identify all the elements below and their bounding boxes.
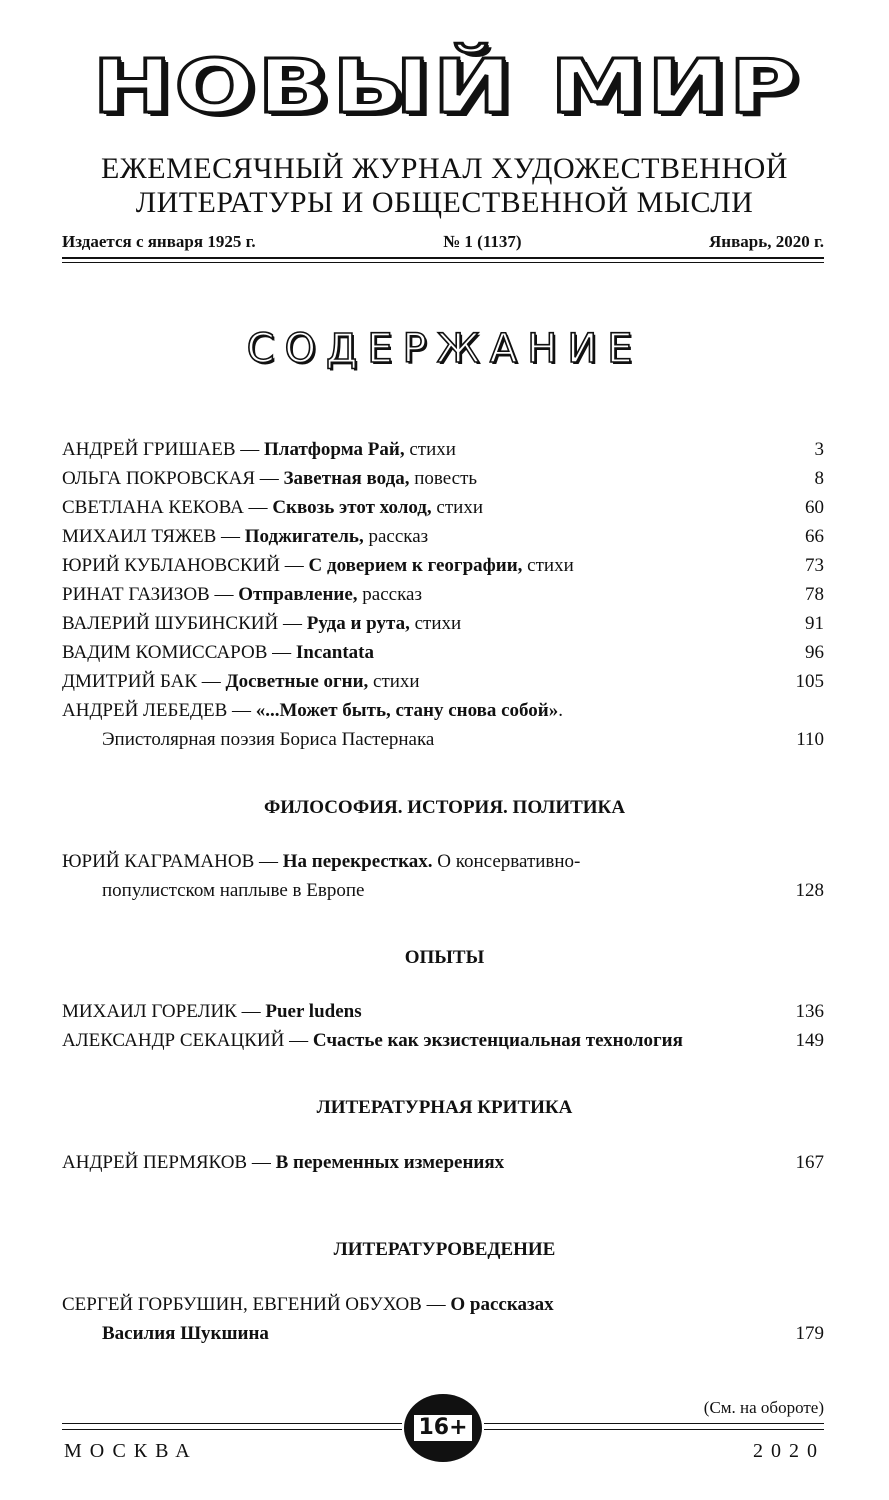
entry-genre: рассказ <box>363 526 429 547</box>
subtitle-line-1: ЕЖЕМЕСЯЧНЫЙ ЖУРНАЛ ХУДОЖЕСТВЕННОЙ <box>101 152 788 185</box>
toc-entry <box>62 582 824 608</box>
entry-author: СЕРГЕЙ ГОРБУШИН, ЕВГЕНИЙ ОБУХОВ — <box>62 1294 451 1315</box>
contents-heading: СОДЕРЖАНИЕ <box>246 326 643 372</box>
entry-title: «...Может быть, стану снова собой» <box>255 700 559 721</box>
entry-author: АЛЕКСАНДР СЕКАЦКИЙ — <box>62 1030 313 1051</box>
entry-title: В переменных измерениях <box>275 1152 505 1173</box>
page-number: 128 <box>795 880 824 901</box>
entry-author: ВАДИМ КОМИССАРОВ — <box>62 642 296 663</box>
subtitle-line-2: ЛИТЕРАТУРЫ И ОБЩЕСТВЕННОЙ МЫСЛИ <box>135 186 754 219</box>
entry-genre: стихи <box>409 613 462 634</box>
footer-rule-right-1 <box>484 1423 824 1424</box>
double-rule-top <box>62 257 824 259</box>
toc-entry-continuation <box>102 1321 824 1347</box>
page-number: 110 <box>796 729 824 750</box>
double-rule-bottom <box>62 262 824 263</box>
entry-author: РИНАТ ГАЗИЗОВ — <box>62 584 239 605</box>
entry-author: АНДРЕЙ ПЕРМЯКОВ — <box>62 1152 276 1173</box>
toc-entry <box>62 999 824 1025</box>
magazine-logo: НОВЫЙ МИР <box>92 44 802 130</box>
issue-info-row <box>62 232 824 252</box>
entry-continuation: Василия Шукшина <box>102 1323 269 1344</box>
age-rating-text: 16+ <box>414 1415 471 1441</box>
entry-author: ВАЛЕРИЙ ШУБИНСКИЙ — <box>62 613 307 634</box>
entry-title: Сквозь этот холод, <box>272 497 432 518</box>
page-number: 60 <box>805 497 824 518</box>
issue-date: Январь, 2020 г. <box>709 232 824 251</box>
entry-title: Incantata <box>295 642 374 663</box>
toc-entry <box>62 669 824 695</box>
entry-author: СВЕТЛАНА КЕКОВА — <box>62 497 273 518</box>
section-heading: ЛИТЕРАТУРОВЕДЕНИЕ <box>333 1239 556 1260</box>
toc-entry <box>62 524 824 550</box>
toc-entry-continuation <box>102 878 824 904</box>
footer-rule-right-2 <box>484 1429 824 1430</box>
toc-entry <box>62 640 824 666</box>
masthead <box>62 44 832 130</box>
page-number: 91 <box>805 613 824 634</box>
entry-title: Счастье как экзистенциальная технология <box>312 1030 683 1051</box>
page-number: 136 <box>795 1001 824 1022</box>
entry-genre: . <box>558 700 564 721</box>
entry-title: На перекрестках. <box>282 851 433 872</box>
section-heading: ЛИТЕРАТУРНАЯ КРИТИКА <box>316 1097 573 1118</box>
entry-continuation: популистском наплыве в Европе <box>102 880 365 901</box>
page-number: 105 <box>795 671 824 692</box>
entry-genre: стихи <box>431 497 483 518</box>
toc-entry <box>62 849 824 875</box>
publication-city: МОСКВА <box>64 1440 198 1462</box>
entry-title: Поджигатель, <box>244 526 364 547</box>
section-heading: ФИЛОСОФИЯ. ИСТОРИЯ. ПОЛИТИКА <box>263 797 626 818</box>
entry-title: Платформа Рай, <box>264 439 405 460</box>
entry-author: ОЛЬГА ПОКРОВСКАЯ — <box>62 468 284 489</box>
entry-genre: рассказ <box>357 584 422 605</box>
page-number: 8 <box>814 468 824 489</box>
footer-rule-left-2 <box>62 1429 402 1430</box>
section-heading: ОПЫТЫ <box>404 947 485 968</box>
entry-title: О рассказах <box>450 1294 554 1315</box>
entry-title: Заветная вода, <box>283 468 410 489</box>
entry-author: АНДРЕЙ ГРИШАЕВ — <box>62 439 264 460</box>
page-number: 149 <box>795 1030 824 1051</box>
toc-entry <box>62 553 824 579</box>
entry-genre: О консервативно- <box>432 851 581 872</box>
entry-title: Puer ludens <box>265 1001 362 1022</box>
entry-title: Руда и рута, <box>306 613 410 634</box>
page-number: 179 <box>795 1323 824 1344</box>
page-number: 78 <box>805 584 824 605</box>
since-text: Издается с января 1925 г. <box>62 232 256 251</box>
toc-entry <box>62 437 824 463</box>
entry-author: ЮРИЙ КАГРАМАНОВ — <box>62 851 283 872</box>
page-number: 3 <box>814 439 824 460</box>
entry-author: ДМИТРИЙ БАК — <box>62 671 226 692</box>
entry-author: МИХАИЛ ТЯЖЕВ — <box>62 526 245 547</box>
entry-genre: стихи <box>368 671 420 692</box>
entry-title: Досветные огни, <box>225 671 369 692</box>
issue-number: № 1 (1137) <box>443 232 522 251</box>
footer-rule-left-1 <box>62 1423 402 1424</box>
toc-entry <box>62 611 824 637</box>
toc-entry <box>62 1292 824 1318</box>
entry-genre: стихи <box>404 439 456 460</box>
publication-year: 2020 <box>753 1440 825 1462</box>
toc-entry-continuation <box>102 727 824 753</box>
page-number: 73 <box>805 555 824 576</box>
entry-genre: стихи <box>522 555 574 576</box>
toc-entry <box>62 1028 824 1054</box>
page-number: 66 <box>805 526 824 547</box>
toc-entry <box>62 1150 824 1176</box>
page-number: 167 <box>795 1152 824 1173</box>
entry-author: АНДРЕЙ ЛЕБЕДЕВ — <box>62 700 256 721</box>
entry-genre: повесть <box>409 468 478 489</box>
toc-entry <box>62 466 824 492</box>
page-number: 96 <box>805 642 824 663</box>
entry-title: Отправление, <box>238 584 358 605</box>
toc-entry <box>62 495 824 521</box>
toc-entry <box>62 698 824 724</box>
entry-title: С доверием к географии, <box>308 555 523 576</box>
see-overleaf-note: (См. на обороте) <box>703 1398 824 1417</box>
entry-author: МИХАИЛ ГОРЕЛИК — <box>62 1001 266 1022</box>
age-rating-badge <box>404 1394 482 1462</box>
entry-continuation: Эпистолярная поэзия Бориса Пастернака <box>102 729 435 750</box>
entry-author: ЮРИЙ КУБЛАНОВСКИЙ — <box>62 555 309 576</box>
